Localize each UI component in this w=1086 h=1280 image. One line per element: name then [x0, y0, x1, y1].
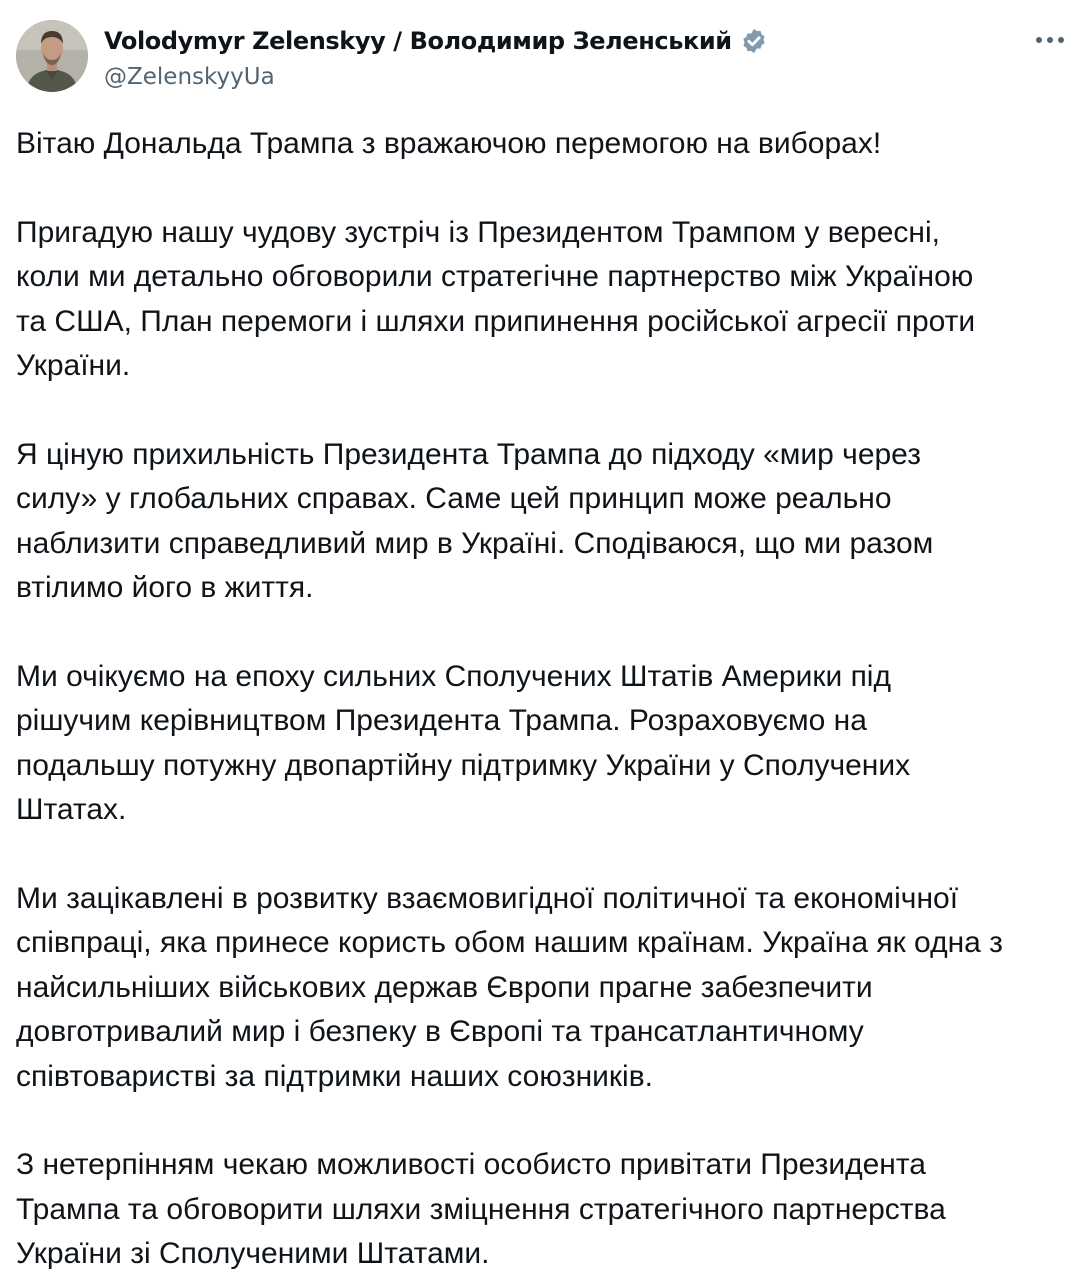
text-line: Штатах.	[16, 793, 127, 826]
text-line: коли ми детально обговорили стратегічне партнерство між Україною	[16, 260, 974, 293]
author-handle[interactable]: @ZelenskyyUa	[104, 64, 275, 90]
text-line: співтоваристві за підтримки наших союзників.	[16, 1059, 653, 1093]
text-line: України.	[16, 349, 131, 382]
text-line: та США, План перемоги і шляхи припинення російської агресії проти	[16, 304, 976, 338]
more-options-icon	[1035, 36, 1065, 44]
tweet-text	[16, 122, 1070, 1280]
avatar-photo	[16, 20, 88, 92]
tweet-header	[16, 20, 1070, 100]
text-line: найсильніших військових держав Європи прагне забезпечити	[16, 970, 873, 1004]
tweet-paragraph	[16, 655, 1070, 833]
tweet-paragraph	[16, 122, 1070, 167]
text-line: Пригадую нашу чудову зустріч із Президентом Трампом у вересні,	[16, 215, 940, 249]
text-line: З нетерпінням чекаю можливості особисто привітати Президента	[16, 1148, 926, 1181]
text-line: силу» у глобальних справах. Саме цей принцип може реально	[16, 482, 892, 515]
text-line: втілимо його в життя.	[16, 571, 314, 604]
display-name-row	[104, 26, 768, 56]
verified-badge-icon	[740, 27, 768, 55]
text-line: подальшу потужну двопартійну підтримку України у Сполучених	[16, 748, 911, 782]
text-line: довготривалий мир і безпеку в Європі та трансатлантичному	[16, 1015, 864, 1048]
more-options-button[interactable]	[1030, 22, 1070, 58]
tweet-paragraph	[16, 211, 1070, 389]
avatar[interactable]	[16, 20, 88, 92]
tweet-paragraph	[16, 433, 1070, 611]
text-line: Я ціную прихильність Президента Трампа до підходу «мир через	[16, 437, 921, 471]
text-line: рішучим керівництвом Президента Трампа. Розраховуємо на	[16, 704, 867, 737]
text-line: Ми зацікавлені в розвитку взаємовигідної політичної та економічної	[16, 881, 959, 915]
text-line: Трампа та обговорити шляхи зміцнення стратегічного партнерства	[16, 1192, 946, 1226]
tweet-paragraph	[16, 1143, 1070, 1277]
display-name[interactable]: Volodymyr Zelenskyy / Володимир Зеленський	[104, 27, 732, 55]
text-line: наблизити справедливий мир в Україні. Сподіваюся, що ми разом	[16, 526, 934, 560]
text-line: України зі Сполученими Штатами.	[16, 1237, 490, 1270]
tweet-paragraph	[16, 877, 1070, 1100]
text-line: співпраці, яка принесе користь обом нашим країнам. Україна як одна з	[16, 926, 1003, 959]
text-line: Вітаю Дональда Трампа з вражаючою перемогою на виборах!	[16, 127, 882, 160]
text-line: Ми очікуємо на епоху сильних Сполучених Штатів Америки під	[16, 659, 891, 693]
